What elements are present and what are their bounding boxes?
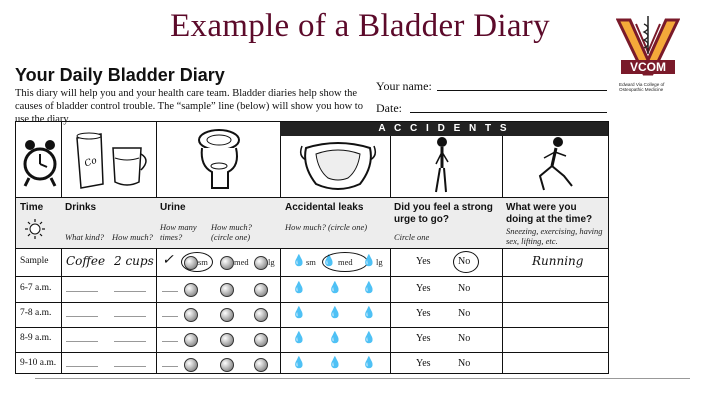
drink-amount-blank[interactable] [114,316,146,317]
logo-letters: VCOM [630,60,666,74]
row-time: 9-10 a.m. [20,358,57,368]
logo-subtext: Edward Via College of Osteopathic Medicine [619,82,665,93]
leak-lg-option-icon[interactable]: 💧 [362,282,376,294]
sun-icon [24,218,46,240]
leak-sm-option-icon[interactable]: 💧 [292,282,306,294]
sample-drink-kind: Coffee [66,254,106,268]
leak-med-drop-icon: 💧 [322,255,336,267]
urine-lg-label: lg [268,257,275,267]
sample-activity: Running [532,254,584,268]
urine-sm-option[interactable] [184,283,198,297]
drinks-icon [71,126,151,192]
urine-header: Urine [160,202,186,213]
urge-yes-option[interactable]: Yes [416,283,431,294]
urge-no-option[interactable]: No [458,308,471,319]
urge-header: Did you feel a strong urge to go? [394,202,493,225]
sample-drink-amount: 2 cups [114,254,154,268]
urine-times-blank[interactable] [162,316,178,317]
urge-no-option[interactable]: No [458,333,471,344]
urine-amount-sub: How much? (circle one) [211,222,252,242]
leak-sm-option-icon[interactable]: 💧 [292,332,306,344]
urine-lg-dot [254,256,268,270]
leak-sm-option-icon[interactable]: 💧 [292,307,306,319]
drink-amount-blank[interactable] [114,291,146,292]
drink-amount-blank[interactable] [114,341,146,342]
leak-med-option-icon[interactable]: 💧 [328,332,342,344]
urine-lg-option[interactable] [254,283,268,297]
urine-lg-option[interactable] [254,333,268,347]
urine-times-blank[interactable] [162,341,178,342]
urine-times-sub: How many times? [160,222,197,242]
leak-med-option-icon[interactable]: 💧 [328,307,342,319]
leak-lg-option-icon[interactable]: 💧 [362,357,376,369]
urine-med-option[interactable] [220,283,234,297]
urge-yes-option[interactable]: Yes [416,358,431,369]
drink-kind-blank[interactable] [66,341,98,342]
diary-intro: This diary will help you and your health care team. Bladder diaries help show the causes of bladder control trouble. The “sample” line (below) will show you how to use the diary. [15,88,363,125]
woman-standing-icon [428,136,458,196]
vcom-logo-mark [616,14,680,82]
row-time: 7-8 a.m. [20,308,52,318]
accidents-banner: A C C I D E N T S [280,122,608,136]
table-row[interactable] [16,277,608,303]
leaks-amount-sub: How much? (circle one) [285,222,368,232]
table-row[interactable] [16,352,608,374]
drinks-header: Drinks [65,202,97,213]
urge-no-option[interactable]: No [458,283,471,294]
table-row[interactable] [16,302,608,328]
adult-pad-icon [298,136,378,194]
vcom-logo [616,14,680,106]
alarm-clock-icon [20,132,60,192]
drinks-kind-sub: What kind? [65,232,104,242]
leak-lg-drop-icon: 💧 [362,255,376,267]
sample-urine-sm-circle [181,252,213,272]
urine-sm-option[interactable] [184,358,198,372]
doing-header: What were you doing at the time? [506,202,593,225]
urge-yes-option[interactable]: Yes [416,308,431,319]
leak-sm-drop-icon: 💧 [292,255,306,267]
table-row[interactable] [16,327,608,353]
urge-no-option[interactable]: No [458,358,471,369]
drink-amount-blank[interactable] [114,366,146,367]
urine-med-option[interactable] [220,308,234,322]
urine-sm-option[interactable] [184,333,198,347]
sample-row [16,248,608,277]
drink-kind-blank[interactable] [66,291,98,292]
drinks-amount-sub: How much? [112,232,153,242]
your-name-label: Your name: [376,79,432,93]
date-label: Date: [376,101,402,115]
toilet-icon [194,126,244,194]
leak-lg-option-icon[interactable]: 💧 [362,332,376,344]
diary-title: Your Daily Bladder Diary [15,65,225,85]
time-header: Time [20,202,44,213]
urine-times-blank[interactable] [162,291,178,292]
urine-sm-label: sm [198,257,208,267]
sample-urge-no-circle [453,251,479,273]
row-time: 6-7 a.m. [20,283,52,293]
leak-lg-label: lg [376,257,383,267]
urine-sm-option[interactable] [184,308,198,322]
urge-sub: Circle one [394,232,430,242]
urine-med-option[interactable] [220,333,234,347]
slide-title: Example of a Bladder Diary [170,8,550,44]
drink-kind-blank[interactable] [66,366,98,367]
runner-icon [534,136,578,196]
leak-lg-option-icon[interactable]: 💧 [362,307,376,319]
sample-urge-yes: Yes [416,256,431,267]
urine-med-option[interactable] [220,358,234,372]
urge-yes-option[interactable]: Yes [416,333,431,344]
leak-sm-option-icon[interactable]: 💧 [292,357,306,369]
leak-sm-label: sm [306,257,316,267]
urine-med-label: med [234,257,249,267]
svg-text:Co: Co [83,155,99,170]
urine-lg-option[interactable] [254,358,268,372]
urine-med-dot [220,256,234,270]
sample-label: Sample [20,256,49,266]
name-input-line[interactable] [437,90,607,91]
diary-table [15,121,609,374]
doing-sub: Sneezing, exercising, having sex, lifting, etc. [506,226,603,246]
urine-times-blank[interactable] [162,366,178,367]
leak-med-label: med [338,257,353,267]
sample-urine-check: ✓ [162,252,174,268]
footer-divider [35,378,690,379]
leak-med-option-icon[interactable]: 💧 [328,282,342,294]
date-input-line[interactable] [410,112,607,113]
leaks-header: Accidental leaks [285,202,364,213]
drink-kind-blank[interactable] [66,316,98,317]
urine-lg-option[interactable] [254,308,268,322]
leak-med-option-icon[interactable]: 💧 [328,357,342,369]
row-time: 8-9 a.m. [20,333,52,343]
sample-urge-no: No [458,256,471,267]
